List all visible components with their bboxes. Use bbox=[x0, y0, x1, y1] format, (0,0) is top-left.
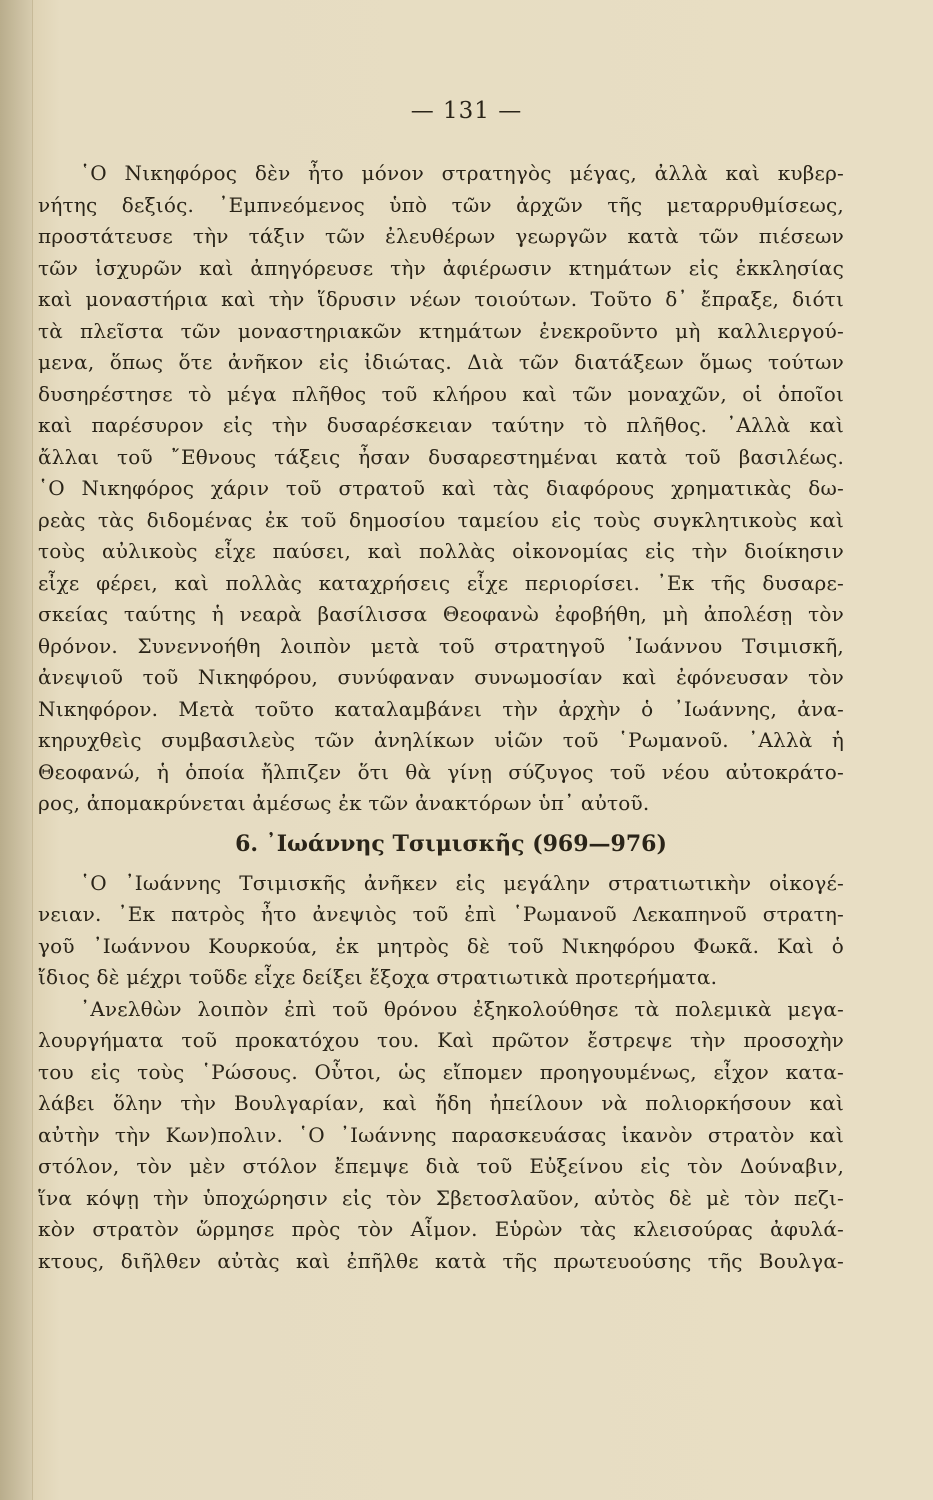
text-line: θρόνον. Συνεννοήθη λοιπὸν μετὰ τοῦ στρατηγοῦ ᾿Ιωάννου Τσιμισκῆ, bbox=[38, 633, 844, 658]
text-line: γοῦ ᾿Ιωάννου Κουρκούα, ἐκ μητρὸς δὲ τοῦ Νικηφόρου Φωκᾶ. Καὶ ὁ bbox=[38, 933, 844, 958]
text-line: τῶν ἰσχυρῶν καὶ ἀπηγόρευσε τὴν ἀφιέρωσιν κτημάτων εἰς ἐκκλησίας bbox=[38, 255, 844, 280]
text-line: τὰ πλεῖστα τῶν μοναστηριακῶν κτημάτων ἐνεκροῦντο μὴ καλλιεργού- bbox=[38, 318, 844, 343]
text-line: ῾Ο Νικηφόρος δὲν ἦτο μόνον στρατηγὸς μέγας, ἀλλὰ καὶ κυβερ- bbox=[80, 161, 844, 185]
text-line: του εἰς τοὺς ῾Ρώσους. Οὗτοι, ὡς εἴπομεν προηγουμένως, εἶχον κατα- bbox=[38, 1059, 844, 1084]
text-line: ᾿Ανελθὼν λοιπὸν ἐπὶ τοῦ θρόνου ἐξηκολούθησε τὰ πολεμικὰ μεγα- bbox=[80, 996, 844, 1021]
text-line: σκείας ταύτης ἡ νεαρὰ βασίλισσα Θεοφανὼ ἐφοβήθη, μὴ ἀπολέσῃ τὸν bbox=[38, 602, 844, 626]
text-line: κηρυχθεὶς συμβασιλεὺς τῶν ἀνηλίκων υἱῶν τοῦ ῾Ρωμανοῦ. ᾿Αλλὰ ἡ bbox=[38, 728, 844, 752]
section-heading: 6. ᾿Ιωάννης Τσιμισκῆς (969—976) bbox=[235, 830, 667, 857]
text-line: λουργήματα τοῦ προκατόχου του. Καὶ πρῶτον ἔστρεψε τὴν προσοχὴν bbox=[38, 1028, 844, 1052]
text-line: κτους, διῆλθεν αὐτὰς καὶ ἐπῆλθε κατὰ τῆς πρωτευούσης τῆς Βουλγα- bbox=[38, 1248, 844, 1273]
paragraph-3 bbox=[38, 994, 844, 1278]
page-gutter bbox=[0, 0, 33, 1500]
text-line: ῾Ο Νικηφόρος χάριν τοῦ στρατοῦ καὶ τὰς διαφόρους χρηματικὰς δω- bbox=[38, 476, 844, 500]
text-line: νήτης δεξιός. ᾿Εμπνεόμενος ὑπὸ τῶν ἀρχῶν τῆς μεταρρυθμίσεως, bbox=[38, 192, 844, 217]
text-line: εἶχε φέρει, καὶ πολλὰς καταχρήσεις εἶχε περιορίσει. ᾿Εκ τῆς δυσαρε- bbox=[38, 570, 844, 595]
text-line: ρος, ἀπομακρύνεται ἀμέσως ἐκ τῶν ἀνακτόρων ὑπ᾿ αὐτοῦ. bbox=[38, 791, 650, 815]
paragraph-1 bbox=[38, 158, 844, 820]
text-line: ρεὰς τὰς διδομένας ἐκ τοῦ δημοσίου ταμείου εἰς τοὺς συγκλητικοὺς καὶ bbox=[38, 507, 844, 532]
text-line: Νικηφόρον. Μετὰ τοῦτο καταλαμβάνει τὴν ἀρχὴν ὁ ᾿Ιωάννης, ἀνα- bbox=[38, 696, 844, 721]
text-line: αὐτὴν τὴν Κων)πολιν. ῾Ο ᾿Ιωάννης παρασκευάσας ἱκανὸν στρατὸν καὶ bbox=[38, 1122, 844, 1147]
page-number: — 131 — bbox=[410, 98, 523, 124]
body-text bbox=[38, 158, 844, 1277]
text-line: ἴδιος δὲ μέχρι τοῦδε εἶχε δείξει ἔξοχα στρατιωτικὰ προτερήματα. bbox=[38, 965, 718, 989]
text-line: τοὺς αὐλικοὺς εἶχε παύσει, καὶ πολλὰς οἰκονομίας εἰς τὴν διοίκησιν bbox=[38, 539, 844, 563]
text-line: ἄλλαι τοῦ ῎Εθνους τάξεις ἦσαν δυσαρεστημέναι κατὰ τοῦ βασιλέως. bbox=[38, 444, 844, 469]
text-line: καὶ παρέσυρον εἰς τὴν δυσαρέσκειαν ταύτην τὸ πλῆθος. ᾿Αλλὰ καὶ bbox=[38, 413, 844, 437]
text-line: νειαν. ᾿Εκ πατρὸς ἦτο ἀνεψιὸς τοῦ ἐπὶ ῾Ρωμανοῦ Λεκαπηνοῦ στρατη- bbox=[38, 902, 844, 926]
text-line: Θεοφανώ, ἡ ὁποία ἤλπιζεν ὅτι θὰ γίνῃ σύζυγος τοῦ νέου αὐτοκράτο- bbox=[38, 759, 844, 784]
text-line: ἵνα κόψῃ τὴν ὑποχώρησιν εἰς τὸν Σβετοσλαῦον, αὐτὸς δὲ μὲ τὸν πεζι- bbox=[38, 1185, 844, 1210]
text-line: προστάτευσε τὴν τάξιν τῶν ἐλευθέρων γεωργῶν κατὰ τῶν πιέσεων bbox=[38, 224, 844, 248]
text-line: ῾Ο ᾿Ιωάννης Τσιμισκῆς ἀνῆκεν εἰς μεγάλην στρατιωτικὴν οἰκογέ- bbox=[80, 870, 844, 895]
text-line: δυσηρέστησε τὸ μέγα πλῆθος τοῦ κλήρου καὶ τῶν μοναχῶν, οἱ ὁποῖοι bbox=[38, 381, 844, 406]
text-line: κὸν στρατὸν ὥρμησε πρὸς τὸν Αἷμον. Εὑρὼν τὰς κλεισούρας ἀφυλά- bbox=[38, 1217, 844, 1241]
text-line: λάβει ὅλην τὴν Βουλγαρίαν, καὶ ἤδη ἠπείλουν νὰ πολιορκήσουν καὶ bbox=[38, 1091, 844, 1115]
text-line: μενα, ὅπως ὅτε ἀνῆκον εἰς ἰδιώτας. Διὰ τῶν διατάξεων ὅμως τούτων bbox=[38, 350, 844, 374]
text-line: στόλον, τὸν μὲν στόλον ἔπεμψε διὰ τοῦ Εὐξείνου εἰς τὸν Δούναβιν, bbox=[38, 1154, 844, 1178]
paragraph-2 bbox=[38, 868, 844, 994]
text-line: καὶ μοναστήρια καὶ τὴν ἵδρυσιν νέων τοιούτων. Τοῦτο δ᾿ ἔπραξε, διότι bbox=[38, 287, 844, 311]
text-line: ἀνεψιοῦ τοῦ Νικηφόρου, συνύφαναν συνωμοσίαν καὶ ἐφόνευσαν τὸν bbox=[38, 665, 844, 689]
